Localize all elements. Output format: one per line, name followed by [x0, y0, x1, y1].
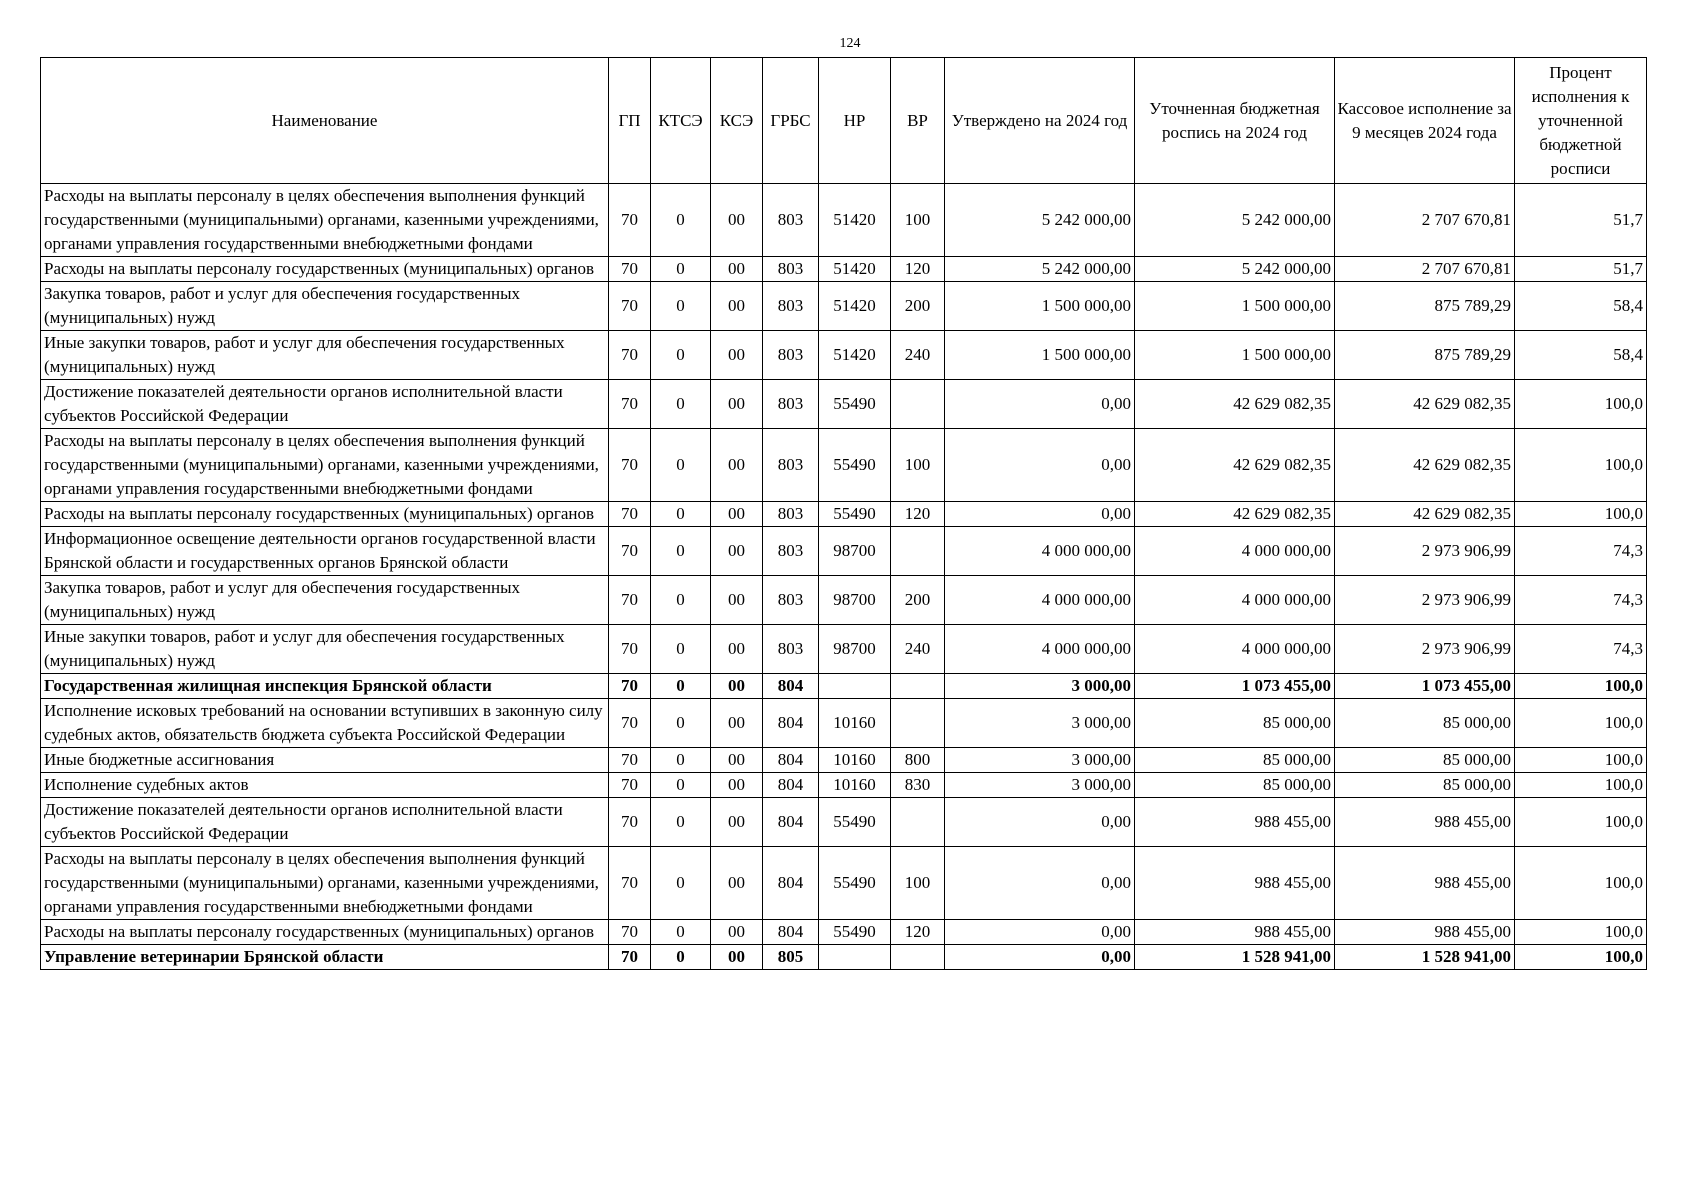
cell-name: Исполнение судебных актов — [41, 773, 609, 798]
cell-name: Достижение показателей деятельности органов исполнительной власти субъектов Российской Федерации — [41, 380, 609, 429]
cell-percent: 100,0 — [1515, 773, 1647, 798]
cell-ktse: 0 — [651, 576, 711, 625]
cell-grbs: 803 — [763, 429, 819, 502]
cell-ktse: 0 — [651, 920, 711, 945]
table-row — [41, 920, 1647, 945]
cell-refined: 1 500 000,00 — [1135, 331, 1335, 380]
cell-kse: 00 — [711, 527, 763, 576]
cell-gp: 70 — [609, 847, 651, 920]
cell-executed: 85 000,00 — [1335, 773, 1515, 798]
cell-percent: 74,3 — [1515, 625, 1647, 674]
table-row — [41, 282, 1647, 331]
cell-grbs: 803 — [763, 184, 819, 257]
cell-gp: 70 — [609, 674, 651, 699]
cell-executed: 85 000,00 — [1335, 699, 1515, 748]
cell-name: Иные закупки товаров, работ и услуг для обеспечения государственных (муниципальных) нужд — [41, 331, 609, 380]
header-name: Наименование — [41, 58, 609, 184]
cell-percent: 100,0 — [1515, 945, 1647, 970]
table-row — [41, 945, 1647, 970]
cell-ktse: 0 — [651, 625, 711, 674]
cell-vr: 240 — [891, 625, 945, 674]
table-row — [41, 331, 1647, 380]
cell-grbs: 804 — [763, 773, 819, 798]
table-row — [41, 674, 1647, 699]
cell-approved: 0,00 — [945, 847, 1135, 920]
cell-nr: 98700 — [819, 576, 891, 625]
cell-executed: 1 528 941,00 — [1335, 945, 1515, 970]
cell-approved: 0,00 — [945, 380, 1135, 429]
cell-executed: 2 973 906,99 — [1335, 527, 1515, 576]
cell-percent: 100,0 — [1515, 429, 1647, 502]
cell-refined: 4 000 000,00 — [1135, 527, 1335, 576]
table-row — [41, 748, 1647, 773]
cell-grbs: 804 — [763, 798, 819, 847]
table-row — [41, 847, 1647, 920]
cell-name: Расходы на выплаты персоналу в целях обеспечения выполнения функций государственными (муниципальными) органами, казенными учреждениями, органами управления государственными внебюджетными фондами — [41, 429, 609, 502]
cell-name: Расходы на выплаты персоналу в целях обеспечения выполнения функций государственными (муниципальными) органами, казенными учреждениями, органами управления государственными внебюджетными фондами — [41, 847, 609, 920]
cell-approved: 0,00 — [945, 920, 1135, 945]
cell-approved: 0,00 — [945, 429, 1135, 502]
cell-ktse: 0 — [651, 847, 711, 920]
cell-grbs: 803 — [763, 576, 819, 625]
cell-executed: 2 973 906,99 — [1335, 576, 1515, 625]
table-row — [41, 699, 1647, 748]
cell-name: Расходы на выплаты персоналу государственных (муниципальных) органов — [41, 257, 609, 282]
table-row — [41, 576, 1647, 625]
cell-nr — [819, 674, 891, 699]
cell-percent: 74,3 — [1515, 576, 1647, 625]
page-number: 124 — [839, 36, 861, 51]
table-row — [41, 184, 1647, 257]
cell-refined: 85 000,00 — [1135, 699, 1335, 748]
cell-approved: 4 000 000,00 — [945, 625, 1135, 674]
cell-kse: 00 — [711, 945, 763, 970]
cell-executed: 42 629 082,35 — [1335, 380, 1515, 429]
cell-kse: 00 — [711, 257, 763, 282]
cell-vr: 800 — [891, 748, 945, 773]
cell-nr: 55490 — [819, 847, 891, 920]
cell-vr — [891, 945, 945, 970]
cell-vr: 830 — [891, 773, 945, 798]
cell-gp: 70 — [609, 920, 651, 945]
cell-kse: 00 — [711, 380, 763, 429]
cell-name: Исполнение исковых требований на основании вступивших в законную силу судебных актов, обязательств бюджета субъекта Российской Федерации — [41, 699, 609, 748]
cell-grbs: 804 — [763, 748, 819, 773]
cell-nr: 10160 — [819, 699, 891, 748]
header-refined: Уточненная бюджетная роспись на 2024 год — [1135, 58, 1335, 184]
cell-executed: 42 629 082,35 — [1335, 502, 1515, 527]
budget-table — [40, 57, 1647, 970]
cell-name: Закупка товаров, работ и услуг для обеспечения государственных (муниципальных) нужд — [41, 282, 609, 331]
cell-vr: 120 — [891, 502, 945, 527]
cell-nr: 51420 — [819, 331, 891, 380]
header-grbs: ГРБС — [763, 58, 819, 184]
cell-name: Расходы на выплаты персоналу в целях обеспечения выполнения функций государственными (муниципальными) органами, казенными учреждениями, органами управления государственными внебюджетными фондами — [41, 184, 609, 257]
cell-approved: 1 500 000,00 — [945, 331, 1135, 380]
cell-ktse: 0 — [651, 798, 711, 847]
cell-kse: 00 — [711, 773, 763, 798]
cell-grbs: 804 — [763, 699, 819, 748]
header-kse: КСЭ — [711, 58, 763, 184]
cell-kse: 00 — [711, 576, 763, 625]
cell-refined: 5 242 000,00 — [1135, 184, 1335, 257]
header-percent: Процент исполнения к уточненной бюджетной росписи — [1515, 58, 1647, 184]
cell-nr: 55490 — [819, 920, 891, 945]
cell-ktse: 0 — [651, 699, 711, 748]
cell-vr — [891, 798, 945, 847]
header-nr: НР — [819, 58, 891, 184]
cell-percent: 100,0 — [1515, 502, 1647, 527]
cell-kse: 00 — [711, 920, 763, 945]
cell-executed: 2 707 670,81 — [1335, 184, 1515, 257]
cell-name: Управление ветеринарии Брянской области — [41, 945, 609, 970]
header-executed: Кассовое исполнение за 9 месяцев 2024 года — [1335, 58, 1515, 184]
table-row — [41, 625, 1647, 674]
cell-executed: 988 455,00 — [1335, 847, 1515, 920]
cell-nr — [819, 945, 891, 970]
cell-nr: 98700 — [819, 625, 891, 674]
cell-refined: 988 455,00 — [1135, 920, 1335, 945]
cell-nr: 98700 — [819, 527, 891, 576]
cell-vr: 120 — [891, 257, 945, 282]
cell-executed: 875 789,29 — [1335, 282, 1515, 331]
cell-kse: 00 — [711, 502, 763, 527]
cell-kse: 00 — [711, 798, 763, 847]
cell-refined: 1 500 000,00 — [1135, 282, 1335, 331]
cell-gp: 70 — [609, 502, 651, 527]
cell-approved: 4 000 000,00 — [945, 576, 1135, 625]
cell-vr: 200 — [891, 576, 945, 625]
header-gp: ГП — [609, 58, 651, 184]
cell-grbs: 803 — [763, 257, 819, 282]
cell-gp: 70 — [609, 282, 651, 331]
cell-gp: 70 — [609, 699, 651, 748]
cell-name: Государственная жилищная инспекция Брянской области — [41, 674, 609, 699]
cell-name: Достижение показателей деятельности органов исполнительной власти субъектов Российской Федерации — [41, 798, 609, 847]
cell-approved: 1 500 000,00 — [945, 282, 1135, 331]
cell-approved: 3 000,00 — [945, 674, 1135, 699]
cell-percent: 51,7 — [1515, 257, 1647, 282]
cell-gp: 70 — [609, 625, 651, 674]
cell-ktse: 0 — [651, 502, 711, 527]
cell-nr: 55490 — [819, 502, 891, 527]
cell-grbs: 804 — [763, 847, 819, 920]
cell-approved: 5 242 000,00 — [945, 257, 1135, 282]
cell-refined: 988 455,00 — [1135, 847, 1335, 920]
cell-ktse: 0 — [651, 282, 711, 331]
cell-percent: 100,0 — [1515, 748, 1647, 773]
cell-gp: 70 — [609, 945, 651, 970]
cell-vr: 200 — [891, 282, 945, 331]
cell-refined: 42 629 082,35 — [1135, 429, 1335, 502]
cell-executed: 988 455,00 — [1335, 798, 1515, 847]
table-body — [41, 184, 1647, 970]
cell-executed: 988 455,00 — [1335, 920, 1515, 945]
cell-gp: 70 — [609, 331, 651, 380]
cell-gp: 70 — [609, 380, 651, 429]
cell-grbs: 804 — [763, 920, 819, 945]
cell-nr: 51420 — [819, 257, 891, 282]
cell-percent: 74,3 — [1515, 527, 1647, 576]
cell-nr: 55490 — [819, 380, 891, 429]
cell-ktse: 0 — [651, 331, 711, 380]
cell-gp: 70 — [609, 748, 651, 773]
header-vr: ВР — [891, 58, 945, 184]
cell-approved: 4 000 000,00 — [945, 527, 1135, 576]
cell-executed: 42 629 082,35 — [1335, 429, 1515, 502]
cell-percent: 58,4 — [1515, 282, 1647, 331]
cell-executed: 2 707 670,81 — [1335, 257, 1515, 282]
cell-grbs: 804 — [763, 674, 819, 699]
cell-ktse: 0 — [651, 380, 711, 429]
cell-name: Иные бюджетные ассигнования — [41, 748, 609, 773]
cell-ktse: 0 — [651, 773, 711, 798]
cell-refined: 4 000 000,00 — [1135, 576, 1335, 625]
cell-vr — [891, 674, 945, 699]
cell-executed: 1 073 455,00 — [1335, 674, 1515, 699]
cell-vr: 120 — [891, 920, 945, 945]
cell-ktse: 0 — [651, 748, 711, 773]
cell-nr: 10160 — [819, 773, 891, 798]
cell-approved: 3 000,00 — [945, 748, 1135, 773]
cell-grbs: 805 — [763, 945, 819, 970]
cell-ktse: 0 — [651, 184, 711, 257]
cell-grbs: 803 — [763, 527, 819, 576]
cell-vr: 100 — [891, 847, 945, 920]
cell-percent: 100,0 — [1515, 798, 1647, 847]
table-row — [41, 380, 1647, 429]
cell-approved: 3 000,00 — [945, 699, 1135, 748]
cell-executed: 85 000,00 — [1335, 748, 1515, 773]
cell-name: Расходы на выплаты персоналу государственных (муниципальных) органов — [41, 502, 609, 527]
table-row — [41, 502, 1647, 527]
cell-kse: 00 — [711, 429, 763, 502]
cell-approved: 3 000,00 — [945, 773, 1135, 798]
cell-vr — [891, 527, 945, 576]
table-row — [41, 429, 1647, 502]
table-row — [41, 773, 1647, 798]
cell-ktse: 0 — [651, 945, 711, 970]
cell-nr: 55490 — [819, 798, 891, 847]
header-ktse: КТСЭ — [651, 58, 711, 184]
cell-refined: 85 000,00 — [1135, 773, 1335, 798]
cell-gp: 70 — [609, 184, 651, 257]
cell-name: Информационное освещение деятельности органов государственной власти Брянской области и государственных органов Брянской области — [41, 527, 609, 576]
cell-gp: 70 — [609, 773, 651, 798]
cell-grbs: 803 — [763, 331, 819, 380]
cell-percent: 100,0 — [1515, 920, 1647, 945]
cell-percent: 100,0 — [1515, 674, 1647, 699]
cell-refined: 42 629 082,35 — [1135, 502, 1335, 527]
cell-nr: 10160 — [819, 748, 891, 773]
cell-gp: 70 — [609, 527, 651, 576]
cell-kse: 00 — [711, 699, 763, 748]
cell-refined: 1 528 941,00 — [1135, 945, 1335, 970]
table-row — [41, 798, 1647, 847]
cell-kse: 00 — [711, 184, 763, 257]
cell-refined: 988 455,00 — [1135, 798, 1335, 847]
cell-grbs: 803 — [763, 282, 819, 331]
table-row — [41, 257, 1647, 282]
cell-refined: 42 629 082,35 — [1135, 380, 1335, 429]
cell-refined: 85 000,00 — [1135, 748, 1335, 773]
cell-kse: 00 — [711, 674, 763, 699]
cell-ktse: 0 — [651, 674, 711, 699]
cell-refined: 4 000 000,00 — [1135, 625, 1335, 674]
cell-vr — [891, 380, 945, 429]
cell-approved: 0,00 — [945, 945, 1135, 970]
cell-kse: 00 — [711, 331, 763, 380]
cell-kse: 00 — [711, 847, 763, 920]
cell-percent: 100,0 — [1515, 847, 1647, 920]
cell-ktse: 0 — [651, 257, 711, 282]
cell-name: Иные закупки товаров, работ и услуг для обеспечения государственных (муниципальных) нужд — [41, 625, 609, 674]
cell-approved: 0,00 — [945, 502, 1135, 527]
table-header — [41, 58, 1647, 184]
cell-executed: 875 789,29 — [1335, 331, 1515, 380]
cell-percent: 51,7 — [1515, 184, 1647, 257]
cell-vr: 240 — [891, 331, 945, 380]
cell-percent: 100,0 — [1515, 699, 1647, 748]
cell-percent: 58,4 — [1515, 331, 1647, 380]
cell-kse: 00 — [711, 748, 763, 773]
cell-percent: 100,0 — [1515, 380, 1647, 429]
cell-ktse: 0 — [651, 429, 711, 502]
cell-executed: 2 973 906,99 — [1335, 625, 1515, 674]
cell-gp: 70 — [609, 798, 651, 847]
cell-name: Закупка товаров, работ и услуг для обеспечения государственных (муниципальных) нужд — [41, 576, 609, 625]
header-approved: Утверждено на 2024 год — [945, 58, 1135, 184]
cell-grbs: 803 — [763, 625, 819, 674]
cell-approved: 0,00 — [945, 798, 1135, 847]
cell-vr: 100 — [891, 429, 945, 502]
table-row — [41, 527, 1647, 576]
cell-vr: 100 — [891, 184, 945, 257]
cell-nr: 51420 — [819, 184, 891, 257]
cell-kse: 00 — [711, 625, 763, 674]
cell-gp: 70 — [609, 429, 651, 502]
cell-grbs: 803 — [763, 502, 819, 527]
cell-ktse: 0 — [651, 527, 711, 576]
cell-gp: 70 — [609, 257, 651, 282]
cell-approved: 5 242 000,00 — [945, 184, 1135, 257]
cell-refined: 5 242 000,00 — [1135, 257, 1335, 282]
cell-name: Расходы на выплаты персоналу государственных (муниципальных) органов — [41, 920, 609, 945]
cell-vr — [891, 699, 945, 748]
cell-nr: 51420 — [819, 282, 891, 331]
cell-refined: 1 073 455,00 — [1135, 674, 1335, 699]
cell-grbs: 803 — [763, 380, 819, 429]
cell-gp: 70 — [609, 576, 651, 625]
cell-kse: 00 — [711, 282, 763, 331]
cell-nr: 55490 — [819, 429, 891, 502]
